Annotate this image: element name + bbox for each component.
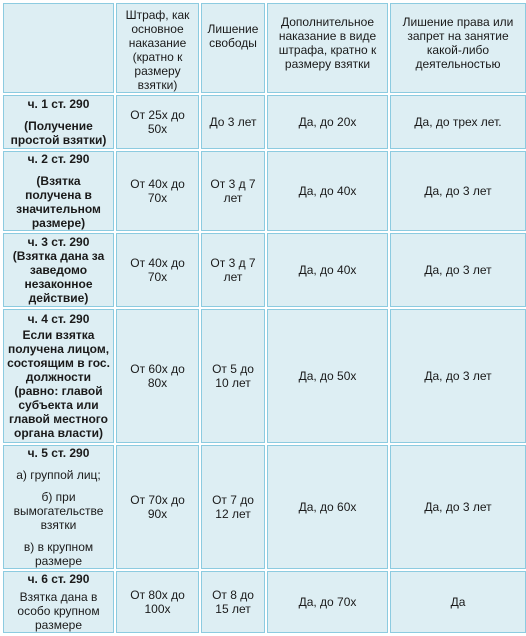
ban-cell: Да: [390, 571, 526, 633]
prison-cell: От 7 до 12 лет: [201, 445, 265, 569]
row-article-cell: [3, 309, 114, 443]
row-article-cell: [3, 233, 114, 307]
table-row: [3, 233, 526, 307]
article-description: (Взятка дана за заведомо незаконное действие): [12, 249, 105, 305]
extra-fine-cell: Да, до 70х: [267, 571, 388, 633]
article-label: ч. 4 ст. 290: [27, 312, 90, 326]
prison-cell: От 3 д 7 лет: [201, 233, 265, 307]
fine-cell: От 25х до 50х: [116, 95, 199, 149]
fine-cell: От 40х до 70х: [116, 151, 199, 231]
prison-cell: От 8 до 15 лет: [201, 571, 265, 633]
article-sub-item: а) группой лиц;: [16, 468, 101, 482]
table-row: [3, 151, 526, 231]
prison-cell: От 5 до 10 лет: [201, 309, 265, 443]
article-sub-item: б) при вымогательстве взятки: [13, 490, 104, 532]
fine-cell: От 40х до 70х: [116, 233, 199, 307]
extra-fine-cell: Да, до 60х: [267, 445, 388, 569]
article-label: ч. 1 ст. 290: [27, 97, 90, 111]
row-article-cell: [3, 95, 114, 149]
ban-cell: Да, до 3 лет: [390, 233, 526, 307]
prison-cell: От 3 д 7 лет: [201, 151, 265, 231]
fine-cell: От 70х до 90х: [116, 445, 199, 569]
fine-cell: От 80х до 100х: [116, 571, 199, 633]
ban-cell: Да, до 3 лет: [390, 309, 526, 443]
table-row: [3, 571, 526, 633]
article-description: Если взятка получена лицом, состоящим в гос. должности (равно: главой субъекта или главой местного органа власти): [7, 328, 110, 440]
header-fine: Штраф, как основное наказание (кратно к размеру взятки): [116, 3, 199, 93]
header-ban: Лишение права или запрет на занятие какой-либо деятельностью: [390, 3, 526, 93]
header-extra-fine: Дополнительное наказание в виде штрафа, кратно к размеру взятки: [267, 3, 388, 93]
extra-fine-cell: Да, до 50х: [267, 309, 388, 443]
row-article-cell: [3, 151, 114, 231]
extra-fine-cell: Да, до 40х: [267, 233, 388, 307]
header-prison: Лишение свободы: [201, 3, 265, 93]
article-description: (Получение простой взятки): [10, 119, 107, 147]
ban-cell: Да, до трех лет.: [390, 95, 526, 149]
article-label: ч. 3 ст. 290: [27, 235, 90, 249]
table-row: [3, 309, 526, 443]
article-description: (Взятка получена в значительном размере): [16, 174, 101, 230]
article-description: Взятка дана в особо крупном размере: [17, 590, 100, 632]
article-sub-item: в) в крупном размере: [23, 540, 94, 568]
header-corner-cell: [3, 3, 114, 93]
extra-fine-cell: Да, до 40х: [267, 151, 388, 231]
ban-cell: Да, до 3 лет: [390, 445, 526, 569]
article-label: ч. 6 ст. 290: [27, 572, 90, 586]
table-row: [3, 95, 526, 149]
header-row: [3, 3, 526, 93]
fine-cell: От 60х до 80х: [116, 309, 199, 443]
article-label: ч. 2 ст. 290: [27, 152, 90, 166]
row-article-cell: [3, 571, 114, 633]
article-label: ч. 5 ст. 290: [27, 446, 90, 460]
table-row: [3, 445, 526, 569]
row-article-cell: [3, 445, 114, 569]
penalties-table: [1, 1, 526, 635]
prison-cell: До 3 лет: [201, 95, 265, 149]
ban-cell: Да, до 3 лет: [390, 151, 526, 231]
extra-fine-cell: Да, до 20х: [267, 95, 388, 149]
